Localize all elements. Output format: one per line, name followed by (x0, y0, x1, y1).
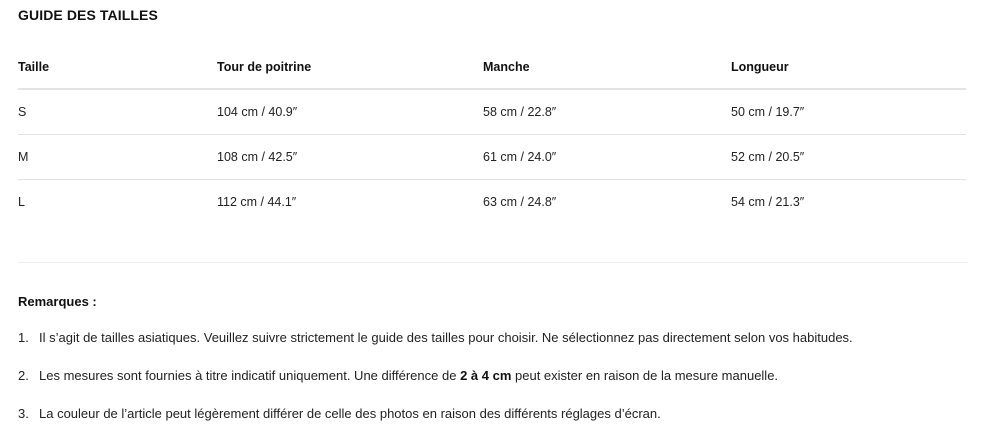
sleeve-cell: 63 cm / 24.8″ (483, 195, 557, 209)
length-cell: 52 cm / 20.5″ (731, 150, 805, 164)
section-divider (18, 262, 968, 263)
remarks-title: Remarques : (18, 294, 97, 309)
table-row (18, 90, 966, 135)
remark-text-after: peut exister en raison de la mesure manuelle. (511, 368, 779, 383)
remark-emphasis: 2 à 4 cm (460, 368, 512, 383)
length-cell: 50 cm / 19.7″ (731, 105, 805, 119)
table-header (18, 45, 966, 90)
column-header-size: Taille (18, 59, 50, 74)
column-header-sleeve: Manche (483, 59, 530, 74)
length-cell: 54 cm / 21.3″ (731, 195, 805, 209)
remark-number: 2. (18, 368, 29, 383)
remark-text: La couleur de l’article peut légèrement différer de celle des photos en raison des différents réglages d’écran. (39, 406, 661, 421)
size-cell: M (18, 150, 29, 164)
table-row (18, 135, 966, 180)
column-header-length: Longueur (731, 59, 789, 74)
table-row (18, 180, 966, 224)
remark-text-before: Les mesures sont fournies à titre indicatif uniquement. Une différence de (39, 368, 461, 383)
size-cell: S (18, 105, 27, 119)
remark-number: 3. (18, 406, 29, 421)
remark-text: Il s’agit de tailles asiatiques. Veuillez suivre strictement le guide des tailles pour choisir. Ne sélectionnez pas directement selon vos habitudes. (39, 330, 853, 345)
chest-cell: 112 cm / 44.1″ (217, 195, 297, 209)
size-cell: L (18, 195, 25, 209)
remark-number: 1. (18, 330, 29, 345)
chest-cell: 104 cm / 40.9″ (217, 105, 298, 119)
column-header-chest: Tour de poitrine (217, 59, 312, 74)
remark-item (18, 358, 853, 396)
remarks-list (18, 320, 853, 434)
remark-item (18, 396, 853, 434)
remark-item (18, 320, 853, 358)
page-title: GUIDE DES TAILLES (18, 7, 158, 23)
chest-cell: 108 cm / 42.5″ (217, 150, 298, 164)
size-table (18, 45, 966, 224)
sleeve-cell: 58 cm / 22.8″ (483, 105, 557, 119)
sleeve-cell: 61 cm / 24.0″ (483, 150, 557, 164)
